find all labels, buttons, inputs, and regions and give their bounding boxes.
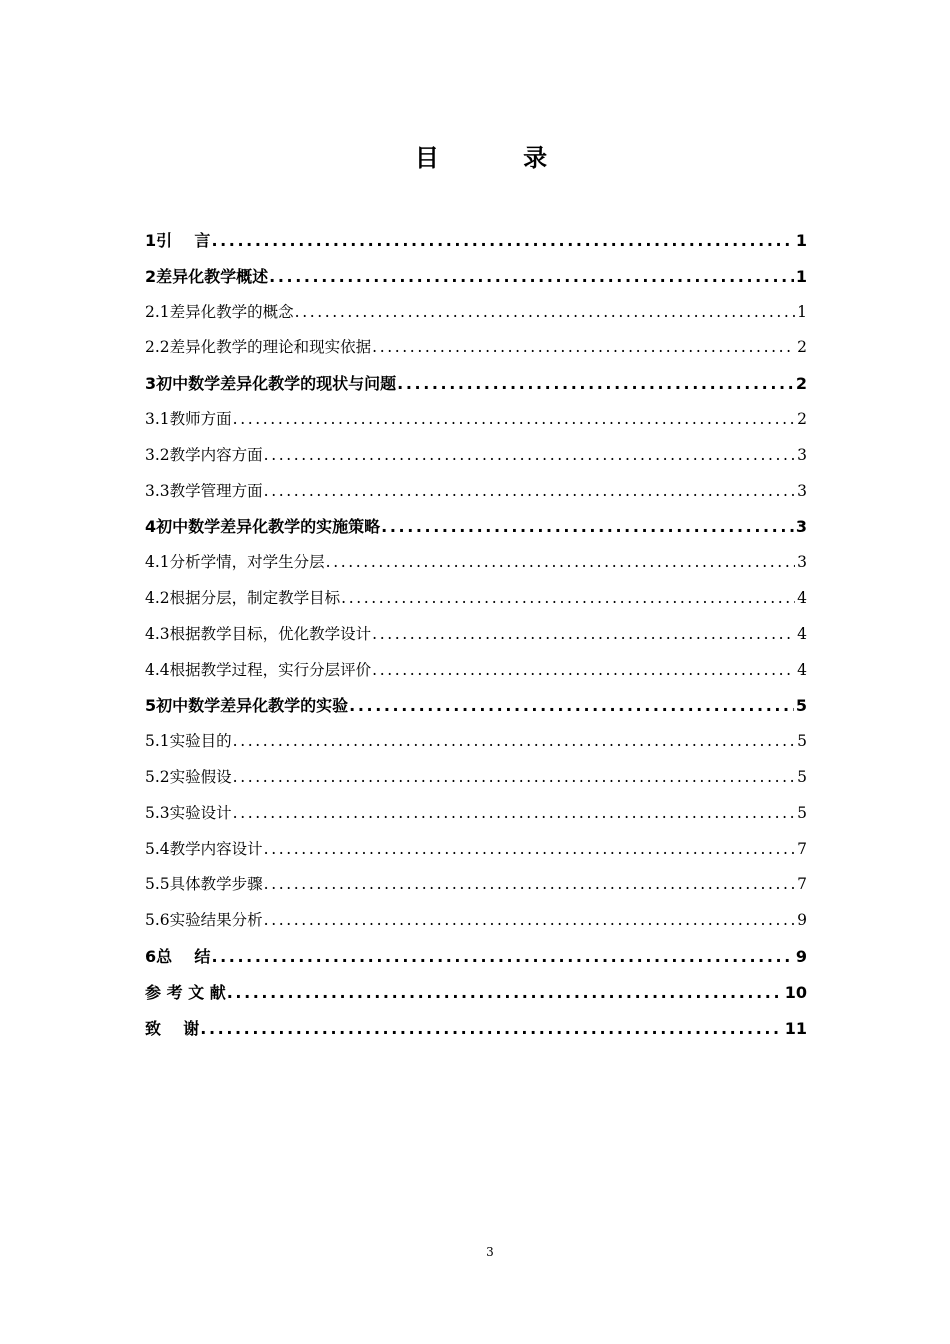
toc-dot-leader bbox=[326, 553, 795, 571]
toc-entry-label: 教师方面 bbox=[169, 409, 232, 428]
toc-entry[interactable] bbox=[145, 908, 807, 944]
toc-dot-leader bbox=[233, 768, 795, 786]
toc-entry-page: 7 bbox=[797, 839, 807, 858]
toc-entry[interactable] bbox=[145, 586, 807, 622]
toc-entry-label: 差异化教学的理论和现实依据 bbox=[169, 338, 372, 357]
toc-dot-leader bbox=[264, 911, 795, 929]
toc-entry[interactable] bbox=[145, 658, 807, 694]
toc-entry-label: 分析学情，对学生分层 bbox=[169, 553, 325, 572]
toc-entry-label: 实验设计 bbox=[169, 803, 232, 822]
toc-entry-page: 3 bbox=[797, 481, 807, 500]
toc-entry-page: 9 bbox=[795, 946, 807, 966]
toc-entry-page: 4 bbox=[797, 588, 807, 607]
toc-dot-leader bbox=[264, 840, 795, 858]
toc-dot-leader bbox=[233, 410, 795, 428]
toc-entry[interactable] bbox=[145, 693, 807, 729]
toc-dot-leader bbox=[269, 267, 794, 286]
toc-entry[interactable] bbox=[145, 407, 807, 443]
toc-entry-number: 4.3 bbox=[145, 624, 170, 643]
toc-entry-label: 根据分层，制定教学目标 bbox=[169, 588, 341, 607]
toc-title: 目 录 bbox=[414, 144, 586, 172]
toc-entry[interactable] bbox=[145, 443, 807, 479]
toc-entry-page: 4 bbox=[797, 660, 807, 679]
toc-entry[interactable] bbox=[145, 729, 807, 765]
toc-entry[interactable] bbox=[145, 837, 807, 873]
toc-entry-label: 差异化教学的概念 bbox=[169, 302, 294, 321]
toc-entry-label: 差异化教学概述 bbox=[156, 266, 269, 286]
toc-entry-number: 4.1 bbox=[145, 553, 170, 572]
toc-entry-page: 5 bbox=[797, 732, 807, 751]
toc-entry-label: 具体教学步骤 bbox=[169, 875, 263, 894]
toc-dot-leader bbox=[372, 625, 795, 643]
toc-entry[interactable] bbox=[145, 479, 807, 515]
toc-entry-page: 1 bbox=[795, 266, 807, 286]
toc-entry-page: 3 bbox=[797, 553, 807, 572]
toc-dot-leader bbox=[264, 482, 795, 500]
toc-entry-number: 5.4 bbox=[145, 839, 170, 858]
toc-entry-number: 4.2 bbox=[145, 588, 170, 607]
page-number: 3 bbox=[486, 1245, 494, 1259]
toc-entry-label: 教学内容设计 bbox=[169, 839, 263, 858]
toc-entry-number: 3.1 bbox=[145, 409, 170, 428]
toc-dot-leader bbox=[341, 589, 795, 607]
toc-entry-number: 5.5 bbox=[145, 875, 170, 894]
toc-entry-page: 9 bbox=[797, 911, 807, 930]
toc-entry-number: 2 bbox=[145, 266, 157, 286]
toc-entry-label: 实验结果分析 bbox=[169, 911, 263, 930]
toc-entry-number: 3 bbox=[145, 374, 157, 394]
toc-entry-page: 2 bbox=[797, 338, 807, 357]
toc-dot-leader bbox=[264, 446, 795, 464]
toc-entry-label: 初中数学差异化教学的现状与问题 bbox=[156, 374, 397, 394]
toc-entry-number: 5.6 bbox=[145, 911, 170, 930]
toc-dot-leader bbox=[227, 983, 783, 1002]
toc-entry-number: 6 bbox=[145, 946, 157, 966]
toc-entry-number: 3.2 bbox=[145, 445, 170, 464]
toc-entry[interactable] bbox=[145, 514, 807, 550]
toc-dot-leader bbox=[381, 517, 794, 536]
toc-entry-label: 初中数学差异化教学的实验 bbox=[156, 696, 349, 716]
toc-entry[interactable] bbox=[145, 264, 807, 300]
toc-entry-page: 1 bbox=[795, 231, 807, 250]
toc-entry-label: 实验假设 bbox=[169, 767, 232, 786]
toc-entry-number: 2.2 bbox=[145, 338, 170, 357]
toc-entry-page: 1 bbox=[797, 302, 807, 321]
toc-dot-leader bbox=[211, 231, 793, 250]
toc-entry-number: 5 bbox=[145, 696, 157, 716]
toc-entry-number: 3.3 bbox=[145, 481, 170, 500]
toc-entry[interactable] bbox=[145, 371, 807, 407]
toc-entry-label: 教学内容方面 bbox=[169, 445, 263, 464]
toc-dot-leader bbox=[200, 1019, 782, 1038]
toc-entry-page: 2 bbox=[797, 409, 807, 428]
toc-entry-label: 实验目的 bbox=[169, 732, 232, 751]
toc-entry[interactable] bbox=[145, 622, 807, 658]
toc-dot-leader bbox=[264, 875, 795, 893]
toc-entry[interactable] bbox=[145, 228, 807, 264]
toc-dot-leader bbox=[397, 374, 794, 393]
toc-entry-label: 致 谢 bbox=[145, 1018, 200, 1038]
toc-entry-page: 5 bbox=[797, 767, 807, 786]
toc-entry[interactable] bbox=[145, 944, 807, 980]
toc-entry-label: 根据教学目标，优化教学设计 bbox=[169, 624, 372, 643]
toc-entry-label: 参 考 文 献 bbox=[145, 982, 226, 1002]
toc-entry[interactable] bbox=[145, 300, 807, 336]
toc-entry-page: 11 bbox=[784, 1018, 807, 1038]
toc-entry-page: 4 bbox=[797, 624, 807, 643]
toc-dot-leader bbox=[211, 947, 793, 966]
toc-entry[interactable] bbox=[145, 980, 807, 1016]
toc-entry[interactable] bbox=[145, 801, 807, 837]
toc-entry[interactable] bbox=[145, 872, 807, 908]
toc-entry[interactable] bbox=[145, 335, 807, 371]
toc-entry-page: 3 bbox=[797, 445, 807, 464]
toc-dot-leader bbox=[295, 303, 795, 321]
toc-entry[interactable] bbox=[145, 1016, 807, 1052]
toc-entry-label: 总 结 bbox=[156, 946, 211, 966]
toc-entry-number: 5.2 bbox=[145, 767, 170, 786]
toc-entry-label: 教学管理方面 bbox=[169, 481, 263, 500]
toc-entry-page: 3 bbox=[795, 517, 807, 537]
toc-entry-label: 根据教学过程，实行分层评价 bbox=[169, 660, 372, 679]
toc-entry-number: 2.1 bbox=[145, 302, 170, 321]
toc-entry-number: 5.3 bbox=[145, 803, 170, 822]
toc-entry-page: 7 bbox=[797, 875, 807, 894]
toc-entry-label: 引 言 bbox=[156, 231, 211, 250]
toc-entry-number: 4.4 bbox=[145, 660, 170, 679]
toc-dot-leader bbox=[233, 804, 795, 822]
toc-dot-leader bbox=[233, 732, 795, 750]
toc-entry-number: 4 bbox=[145, 517, 157, 537]
toc-entry-page: 5 bbox=[797, 803, 807, 822]
toc-entry-number: 5.1 bbox=[145, 732, 170, 751]
toc-entry-page: 5 bbox=[795, 696, 807, 716]
toc-entry-label: 初中数学差异化教学的实施策略 bbox=[156, 517, 381, 537]
toc-dot-leader bbox=[372, 661, 795, 679]
toc-entry[interactable] bbox=[145, 550, 807, 586]
table-of-contents bbox=[145, 228, 807, 1051]
toc-entry[interactable] bbox=[145, 765, 807, 801]
toc-entry-page: 10 bbox=[784, 982, 807, 1002]
toc-entry-number: 1 bbox=[145, 231, 157, 250]
toc-dot-leader bbox=[372, 338, 795, 356]
toc-entry-page: 2 bbox=[795, 374, 807, 394]
toc-dot-leader bbox=[349, 696, 794, 715]
